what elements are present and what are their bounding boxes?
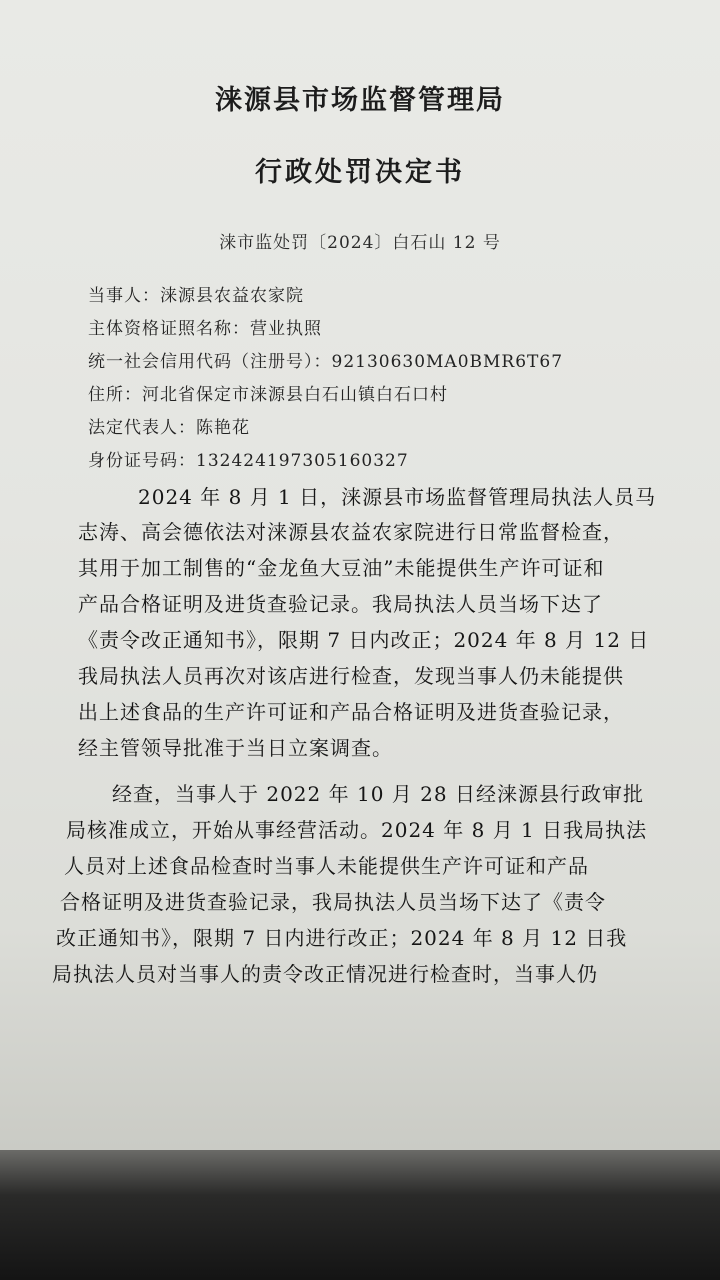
body-line: 人员对上述食品检查时当事人未能提供生产许可证和产品 (64, 854, 589, 878)
body-line: 志涛、高会德依法对涞源县农益农家院进行日常监督检查， (78, 520, 624, 544)
id-number: 身份证号码：132424197305160327 (88, 451, 409, 471)
document-number: 涞市监处罚〔2024〕白石山 12 号 (219, 233, 501, 253)
body-line: 经主管领导批准于当日立案调查。 (78, 736, 393, 760)
body-line: 经查，当事人于 2022 年 10 月 28 日经涞源县行政审批 (112, 782, 644, 806)
body-line: 2024 年 8 月 1 日，涞源县市场监督管理局执法人员马 (138, 485, 657, 509)
body-line: 其用于加工制售的“金龙鱼大豆油”未能提供生产许可证和 (78, 556, 605, 580)
body-line: 《责令改正通知书》，限期 7 日内改正；2024 年 8 月 12 日 (78, 628, 650, 652)
legal-representative: 法定代表人：陈艳花 (88, 418, 250, 438)
document-type-title: 行政处罚决定书 (255, 157, 465, 188)
party-name: 当事人：涞源县农益农家院 (88, 286, 304, 306)
body-line: 局执法人员对当事人的责令改正情况进行检查时，当事人仍 (52, 962, 598, 986)
body-line: 合格证明及进货查验记录，我局执法人员当场下达了《责令 (60, 890, 606, 914)
body-line: 我局执法人员再次对该店进行检查，发现当事人仍未能提供 (78, 664, 624, 688)
body-line: 改正通知书》，限期 7 日内进行改正；2024 年 8 月 12 日我 (56, 926, 628, 950)
dark-background (0, 1150, 720, 1280)
credit-code: 统一社会信用代码（注册号）：92130630MA0BMR6T67 (88, 352, 564, 372)
license-name: 主体资格证照名称：营业执照 (88, 319, 322, 339)
body-line: 产品合格证明及进货查验记录。我局执法人员当场下达了 (78, 592, 603, 616)
body-line: 出上述食品的生产许可证和产品合格证明及进货查验记录， (78, 700, 624, 724)
agency-title: 涞源县市场监督管理局 (215, 85, 505, 116)
body-line: 局核准成立，开始从事经营活动。2024 年 8 月 1 日我局执法 (66, 818, 648, 842)
address: 住所：河北省保定市涞源县白石山镇白石口村 (88, 385, 448, 405)
